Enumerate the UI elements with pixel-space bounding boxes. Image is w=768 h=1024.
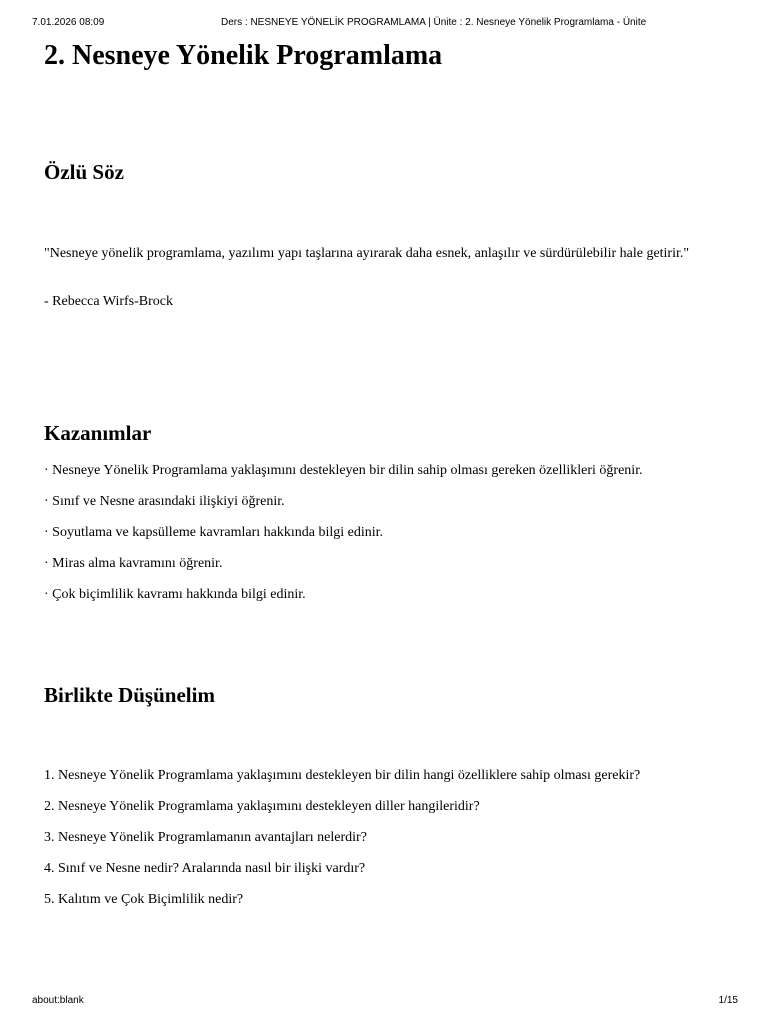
outcomes-section-heading: Kazanımlar	[44, 421, 152, 445]
list-item: · Nesneye Yönelik Programlama yaklaşımını destekleyen bir dilin sahip olması gereken özellikleri öğrenir.	[44, 463, 643, 478]
list-item: 2. Nesneye Yönelik Programlama yaklaşımını destekleyen diller hangileridir?	[44, 799, 480, 814]
list-item: · Sınıf ve Nesne arasındaki ilişkiyi öğrenir.	[44, 494, 285, 509]
list-item: 4. Sınıf ve Nesne nedir? Aralarında nasıl bir ilişki vardır?	[44, 861, 366, 876]
quote-text: "Nesneye yönelik programlama, yazılımı yapı taşlarına ayırarak daha esnek, anlaşılır ve sürdürülebilir hale getirir."	[44, 246, 690, 261]
page-indicator: 1/15	[718, 995, 738, 1006]
list-item: 3. Nesneye Yönelik Programlamanın avantajları nelerdir?	[44, 830, 367, 845]
list-item: 5. Kalıtım ve Çok Biçimlilik nedir?	[44, 892, 244, 907]
think-section-heading: Birlikte Düşünelim	[44, 683, 215, 707]
print-url: about:blank	[32, 995, 84, 1006]
list-item: 1. Nesneye Yönelik Programlama yaklaşımını destekleyen bir dilin hangi özelliklere sahip olması gerekir?	[44, 768, 641, 783]
list-item: · Miras alma kavramını öğrenir.	[44, 556, 223, 571]
quote-section-heading: Özlü Söz	[44, 160, 124, 184]
list-item: · Soyutlama ve kapsülleme kavramları hakkında bilgi edinir.	[44, 525, 384, 540]
print-datetime: 7.01.2026 08:09	[32, 17, 105, 28]
quote-author: - Rebecca Wirfs-Brock	[44, 294, 174, 309]
print-document-title: Ders : NESNEYE YÖNELİK PROGRAMLAMA | Ünite : 2. Nesneye Yönelik Programlama - Ünite	[221, 17, 647, 28]
list-item: · Çok biçimlilik kavramı hakkında bilgi edinir.	[44, 587, 306, 602]
page-title: 2. Nesneye Yönelik Programlama	[44, 40, 443, 71]
